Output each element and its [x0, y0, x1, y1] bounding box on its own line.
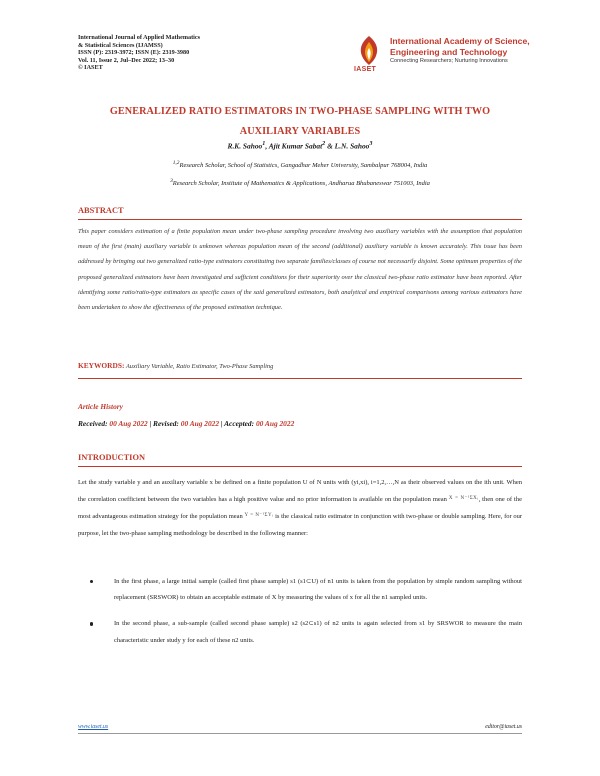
bullet-icon: [90, 622, 93, 625]
title-line2: AUXILIARY VARIABLES: [239, 126, 361, 137]
article-history-heading: Article History: [78, 402, 123, 411]
revised-date: 00 Aug 2022: [180, 419, 220, 428]
received-label: Received:: [78, 419, 110, 428]
author-2: , Ajit Kumar Sabat: [265, 141, 323, 151]
keywords-label: KEYWORDS:: [78, 361, 125, 370]
bullet-list: [78, 574, 522, 659]
accepted-label: | Accepted:: [219, 419, 256, 428]
introduction-heading: INTRODUCTION: [78, 453, 146, 462]
author-2-sup: 2: [322, 141, 326, 147]
org-tagline: Connecting Researchers; Nurturing Innovations: [390, 58, 508, 64]
org-name-line1: International Academy of Science,: [390, 36, 530, 46]
received-date: 00 Aug 2022: [109, 419, 148, 428]
title-line1: GENERALIZED RATIO ESTIMATORS IN TWO-PHASE SAMPLING WITH TWO: [109, 106, 491, 117]
author-3: & L.N. Sahoo: [325, 141, 370, 151]
bullet-text: In the first phase, a large initial sample (called first phase sample) s1 (s1⊂U) of n1 units is taken from the population by simple random sampling without replacement (SRSWOR) to obtain an acceptable estimate of X by measuring the values of x for all the n1 sampled units.: [114, 578, 522, 602]
divider: [78, 378, 522, 379]
journal-name-line1: International Journal of Applied Mathematics: [78, 34, 201, 41]
bullet-icon: [90, 580, 93, 583]
publisher-logo: [350, 34, 550, 78]
author-1: R.K. Sahoo: [227, 141, 263, 151]
paper-title: [90, 102, 510, 142]
footer-email: editor@iaset.us: [485, 724, 522, 730]
revised-label: | Revised:: [147, 419, 181, 428]
affiliation-1: [78, 160, 522, 169]
footer-divider: [78, 733, 522, 734]
intro-paragraph: [78, 475, 522, 542]
intro-text-a: Let the study variable y and an auxiliary variable x be defined on a finite population U of N units with (yi,xi), i=1,2,…,N as their observed values on the ith unit. When the correlation coefficient between the two variables has a high positive value and no prior information is available on the population mean: [78, 479, 522, 504]
affiliation-1-text: Research Scholar, School of Statistics, Gangadhar Meher University, Sambalpur 768004, India: [179, 162, 428, 170]
journal-issn: ISSN (P): 2319-3972; ISSN (E): 2319-3980: [78, 49, 190, 57]
journal-volume: Vol. 11, Issue 2, Jul–Dec 2022; 13–30: [78, 56, 175, 64]
footer-website-link[interactable]: www.iaset.us: [78, 724, 109, 730]
logo-wordmark: IASET: [354, 66, 377, 73]
journal-copyright: © IASET: [78, 64, 103, 72]
journal-info: [78, 34, 338, 72]
author-3-sup: 3: [369, 141, 373, 147]
keywords-text: Auxiliary Variable, Ratio Estimator, Two-Phase Sampling: [124, 363, 274, 370]
abstract-text: This paper considers estimation of a finite population mean under two-phase sampling procedure involving two auxiliary variables with the assumption that population mean of the first (main) auxiliary variable is unknown whereas population mean of the second (additional) auxiliary variable is known accurately. This issue has been addressed by bringing out two generalized ratio-type estimators constituting two separate families/classes of course not necessarily disjoint. Some optimum properties of the proposed generalized estimators have been investigated and sufficient conditions for their superiority over the classical two-phase ratio estimator have been reported. After identifying some ratio/ratio-type estimators as specific cases of the said generalized estimators, both analytical and empirical comparisons among various estimators have been undertaken to show the effectiveness of the proposed estimation technique.: [78, 228, 522, 312]
formula-population-mean-y: Y = N⁻¹ΣYᵢ: [244, 513, 274, 519]
article-history: [78, 419, 294, 428]
bullet-text: In the second phase, a sub-sample (called second phase sample) s2 (s2⊂s1) of n2 units is again selected from s1 by SRSWOR to measure the main characteristic under study y for each of these n2 units.: [114, 620, 522, 644]
iaset-logo-icon: [354, 34, 384, 68]
organization-name: [390, 36, 560, 66]
list-item: [78, 574, 522, 606]
accepted-date: 00 Aug 2022: [255, 419, 295, 428]
intro-text-c: is the classical ratio estimator in conjunction with two-phase or double sampling. Here, for our purpose, let the two-phase sampling methodology be described in the following manner:: [78, 513, 522, 537]
journal-name-line2: & Statistical Sciences (IJAMSS): [78, 41, 163, 49]
author-list: [90, 141, 510, 150]
affiliation-2-text: Research Scholar, Institute of Mathematics & Applications, Andharua Bhubaneswar 751003, India: [172, 180, 430, 188]
list-item: [78, 616, 522, 648]
intro-text-b: , then one of the most advantageous estimation strategy for the population mean: [78, 496, 522, 521]
affiliation-2-sup: 3: [170, 178, 173, 184]
formula-population-mean-x: X = N⁻¹ΣXᵢ: [448, 496, 479, 502]
affiliation-2: [78, 178, 522, 187]
divider: [78, 466, 522, 467]
author-1-sup: 1: [262, 141, 266, 147]
affiliation-1-sup: 1,2: [172, 160, 180, 166]
divider: [78, 219, 522, 220]
org-name-line2: Engineering and Technology: [390, 46, 508, 57]
abstract-heading: ABSTRACT: [78, 206, 124, 215]
keywords: [78, 361, 522, 370]
